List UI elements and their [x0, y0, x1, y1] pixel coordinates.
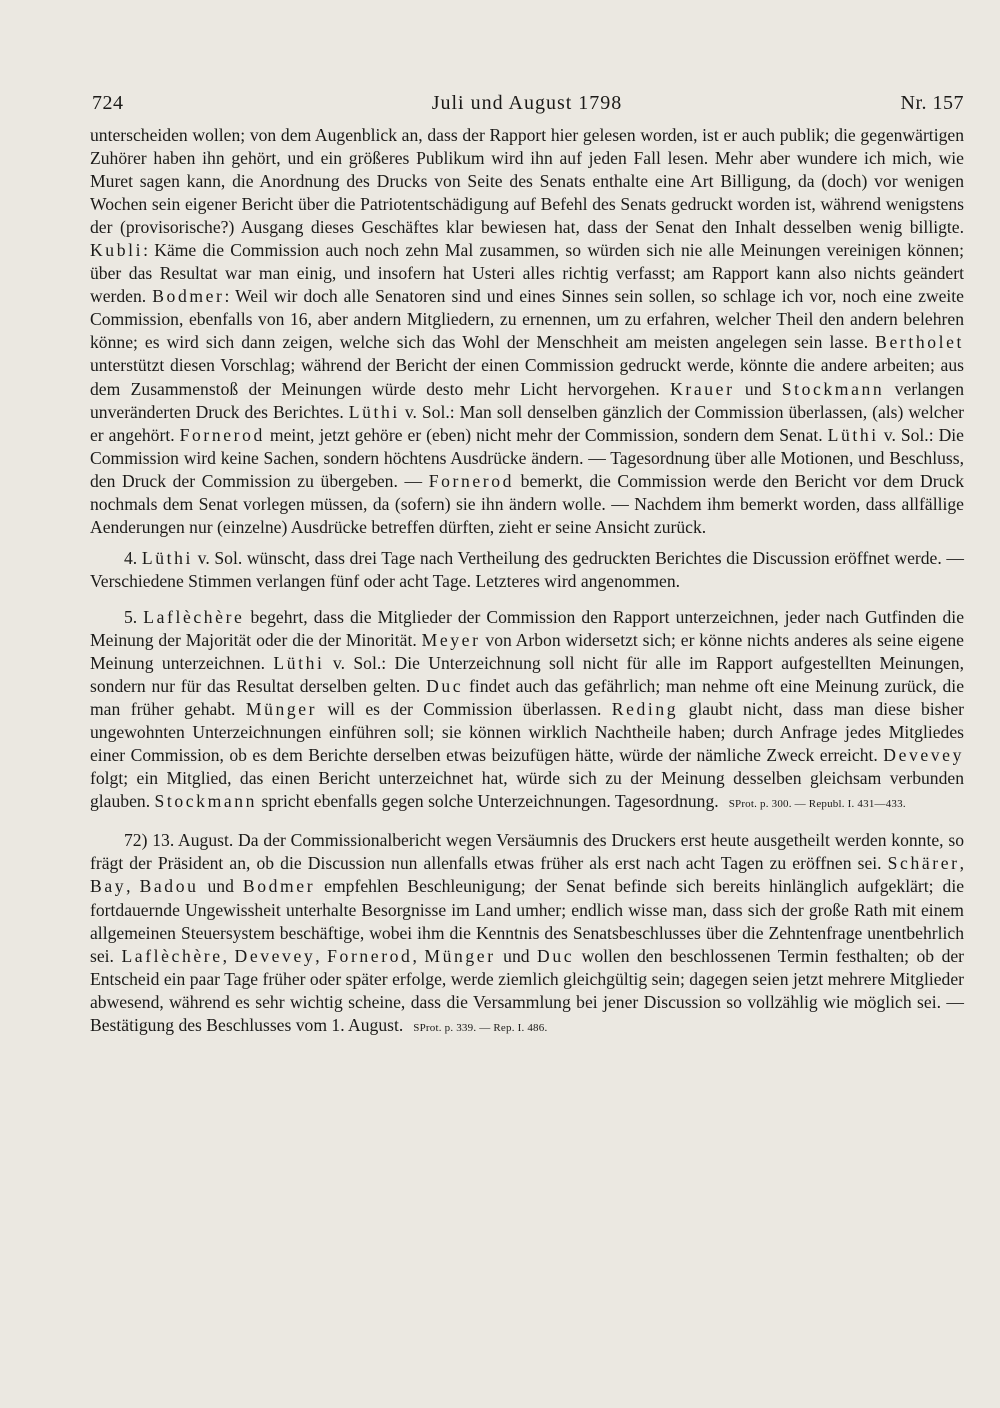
speaker-name: Bertholet: [875, 332, 964, 353]
speaker-name: Bodmer: [242, 876, 316, 897]
text-run: ,: [959, 853, 964, 874]
text-run: begehrt, dass die Mitglieder der Commission den Rapport unterzeichnen, jeder nach Gutfinden die Meinung der Majorität oder die der Minorität.: [90, 606, 964, 650]
body-text: [90, 124, 964, 1040]
text-run: ,: [126, 876, 140, 897]
page-number: 724: [92, 92, 124, 114]
speaker-name: Badou: [139, 876, 199, 897]
text-run: : Käme die Commission auch noch zehn Mal zusammen, so würden sich nie alle Meinungen vereinigen können; über das Resultat war man einig, und insofern hat Usteri alles richtig verfasst; am Rapport kann also nichts geändert werden.: [90, 240, 964, 307]
text-run: empfehlen Beschleunigung; der Senat befinde sich bereits hinlänglich aufgeklärt; die fortdauernde Ungewissheit unterhalte Besorgnisse im Land umher; endlich wisse man, dass sich der große Rath mit einem allgemeinen Steuersystem beschäftige, wobei ihm die Kenntnis des Senatsbeschlusses über die Zehntenfrage unentbehrlich sei.: [90, 876, 965, 966]
text-run: v. Sol.: Man soll denselben gänzlich der Commission überlassen, (als) welcher er angehört.: [90, 401, 964, 445]
text-run: glaubt nicht, dass man diese bisher ungewohnten Unterzeichnungen einführen soll; sie können wirklich Nachtheile haben; durch Anfrage jedes Mitgliedes einer Commission, ob es dem Berichte derselben etwas beizufügen hätte, würde der nämliche Zweck erreicht.: [90, 699, 964, 766]
speaker-name: Lüthi: [827, 424, 879, 445]
page-title: Juli und August 1798: [431, 92, 623, 114]
speaker-name: Fornerod: [327, 945, 413, 966]
speaker-name: Münger: [424, 945, 496, 966]
text-run: unterstützt diesen Vorschlag; während der Bericht der einen Commission gedruckt werde, könnte die andere arbeiten; aus dem Zusammenstoß der Meinungen würde desto mehr Licht hervorgehen.: [90, 355, 964, 399]
source-reference: SProt. p. 339. — Rep. I. 486.: [413, 1021, 548, 1034]
text-run: ,: [222, 945, 235, 966]
text-run: und: [734, 378, 782, 399]
paragraph-item-4: [90, 547, 964, 593]
speaker-name: Duc: [537, 945, 575, 966]
speaker-name: Bay: [90, 876, 127, 897]
text-run: 4.: [124, 547, 142, 568]
paragraph-item-5: [90, 606, 964, 816]
speaker-name: Bodmer: [152, 286, 225, 307]
text-run: bemerkt, die Commission werde den Bericht vor dem Druck nochmals dem Senat vorlegen müssen, da (sofern) sie ihn ändern wolle. — Nachdem ihm bemerkt worden, dass allfällige Aenderungen nur (einzelne) Ausdrücke betreffen dürften, zieht er seine Ansicht zurück.: [90, 470, 965, 537]
text-run: spricht ebenfalls gegen solche Unterzeichnungen. Tagesordnung.: [257, 791, 719, 812]
speaker-name: Münger: [245, 699, 318, 720]
paragraph-continuation: [90, 124, 964, 539]
document-number: Nr. 157: [900, 92, 964, 114]
speaker-name: Schärer: [887, 853, 960, 874]
speaker-name: Devevey: [234, 945, 316, 966]
speaker-name: Fornerod: [179, 424, 265, 445]
text-run: ,: [412, 945, 425, 966]
speaker-name: Reding: [611, 699, 679, 720]
text-run: und: [198, 876, 243, 897]
text-run: findet auch das gefährlich; man nehme oft eine Meinung zurück, die man früher gehabt.: [90, 676, 965, 720]
text-run: unterscheiden wollen; von dem Augenblick an, dass der Rapport hier gelesen worden, ist er auch publik; die gegenwärtigen Zuhörer haben ihn gehört, und ein größeres Publikum wird ihn auf jeden Fall lesen. Mehr aber wundere ich mich, wie Muret sagen kann, die Anordnung des Drucks von Seite des Senats enthalte eine Art Billigung, da (doch) vor wenigen Wochen sein eigener Bericht über die Patriotentschädigung auf Befehl des Senats gedruckt worden ist, während wenigstens der (provisorische?) Ausgang dieses Geschäftes klar bewiesen hat, dass der Senat den Inhalt desselben wenig billigte.: [90, 125, 964, 238]
speaker-name: Duc: [426, 676, 464, 697]
running-head: [90, 92, 964, 122]
speaker-name: Laflèchère: [143, 606, 245, 627]
paragraph-item-72: [90, 829, 964, 1039]
speaker-name: Meyer: [421, 629, 481, 650]
text-run: folgt; ein Mitglied, das einen Bericht unterzeichnet hat, würde sich zu der Meinung desselben gleichsam verbunden glauben.: [90, 768, 964, 812]
text-run: wollen den beschlossenen Termin festhalten; ob der Entscheid ein paar Tage früher oder später erfolge, werde ziemlich gleichgültig sein; dagegen seien jetzt mehrere Mitglieder abwesend, während es sehr wichtig scheine, dass die Versammlung bei jener Discussion so vollzählig wie möglich sei. — Bestätigung des Beschlusses vom 1. August.: [90, 945, 965, 1035]
speaker-name: Stockmann: [781, 378, 885, 399]
text-run: will es der Commission überlassen.: [317, 699, 612, 720]
text-run: verlangen unveränderten Druck des Berichtes.: [90, 378, 965, 422]
text-run: v. Sol.: Die Commission wird keine Sachen, sondern höchtens Ausdrücke ändern. — Tagesordnung über alle Motionen, und Beschluss, den Druck der Commission zu übergeben. —: [90, 424, 964, 491]
speaker-name: Stockmann: [154, 791, 258, 812]
text-run: v. Sol.: Die Unterzeichnung soll nicht für alle im Rapport aufgestellten Meinungen, sondern nur für das Resultat derselben gelten.: [90, 653, 965, 697]
text-run: 72) 13. August. Da der Commissionalbericht wegen Versäumnis des Druckers erst heute ausgetheilt werden konnte, so frägt der Präsident an, ob die Discussion nun allenfalls etwas früher als erst nach acht Tagen zu eröffnen sei.: [90, 830, 964, 874]
text-run: v. Sol. wünscht, dass drei Tage nach Vertheilung des gedruckten Berichtes die Discussion eröffnet werde. — Verschiedene Stimmen verlangen fünf oder acht Tage. Letzteres wird angenommen.: [90, 547, 964, 591]
source-reference: SProt. p. 300. — Republ. I. 431—433.: [728, 798, 906, 811]
speaker-name: Krauer: [670, 378, 735, 399]
text-run: von Arbon widersetzt sich; er könne nichts anderes als seine eigene Meinung unterzeichnen.: [90, 629, 964, 674]
speaker-name: Kubli: [90, 240, 144, 261]
speaker-name: Lüthi: [348, 401, 400, 422]
speaker-name: Devevey: [883, 745, 964, 766]
speaker-name: Lüthi: [273, 653, 325, 674]
text-run: ,: [315, 945, 328, 966]
speaker-name: Fornerod: [428, 470, 515, 491]
text-run: : Weil wir doch alle Senatoren sind und eines Sinnes sein sollen, so schlage ich vor, noch eine zweite Commission, ebenfalls von 16, aber andern Mitgliedern, zu ernennen, um zu erfahren, welcher Theil den andern belehren könne; es wird sich dann zeigen, welche sich das Wohl der Menschheit am meisten angelegen sein lasse.: [90, 286, 964, 353]
text-run: 5.: [124, 606, 144, 627]
speaker-name: Lüthi: [141, 547, 193, 568]
text-run: und: [495, 945, 538, 966]
speaker-name: Laflèchère: [121, 945, 223, 966]
text-run: meint, jetzt gehöre er (eben) nicht mehr der Commission, sondern dem Senat.: [264, 424, 828, 445]
